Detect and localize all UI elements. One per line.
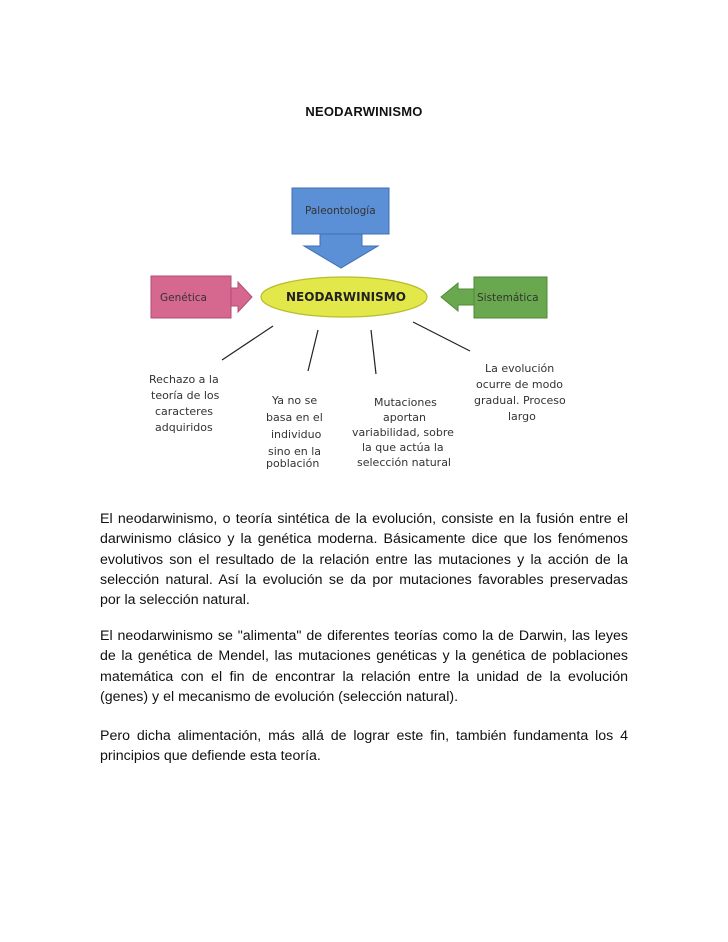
paleontologia-label: Paleontología xyxy=(305,205,376,217)
paragraph-principles: Pero dicha alimentación, más allá de lograr este fin, también fundamenta los 4 principios que defiende esta teoría. xyxy=(100,728,628,765)
center-label: NEODARWINISMO xyxy=(286,290,406,304)
connector-line xyxy=(308,330,318,371)
paragraph-theories: El neodarwinismo se "alimenta" de diferentes teorías como la de Darwin, las leyes de la genética de Mendel, las mutaciones genéticas y la genética de poblaciones matemática con el fin de encontrar la relación entre la unidad de la evolución (genes) y el mecanismo de evolución (selección natural). xyxy=(100,628,628,705)
connector-lines xyxy=(222,322,470,374)
note-evolucion: La evolución ocurre de modo gradual. Proceso largo xyxy=(474,362,566,423)
connector-line xyxy=(413,322,470,351)
connector-line xyxy=(371,330,376,374)
paragraph-definition: El neodarwinismo, o teoría sintética de la evolución, consiste en la fusión entre el darwinismo clásico y la genética moderna. Básicamente dice que los fenómenos evolutivos son el resultado de la relación entre las mutaciones y la acción de la selección natural. Así la evolución se da por mutaciones favorables preservadas por la selección natural. xyxy=(100,511,628,609)
paleontologia-box xyxy=(292,188,389,268)
genetica-box xyxy=(151,276,252,318)
note-poblacion: Ya no se basa en el individuo sino en la población xyxy=(266,394,323,470)
sistematica-label: Sistemática xyxy=(477,292,539,304)
document-title: NEODARWINISMO xyxy=(305,104,423,119)
note-mutaciones: Mutaciones aportan variabilidad, sobre la que actúa la selección natural xyxy=(352,396,454,469)
connector-line xyxy=(222,326,273,360)
note-rechazo: Rechazo a la teoría de los caracteres adquiridos xyxy=(149,373,220,434)
sistematica-box xyxy=(441,277,547,318)
genetica-label: Genética xyxy=(160,292,207,304)
neodarwinismo-center xyxy=(261,277,427,317)
